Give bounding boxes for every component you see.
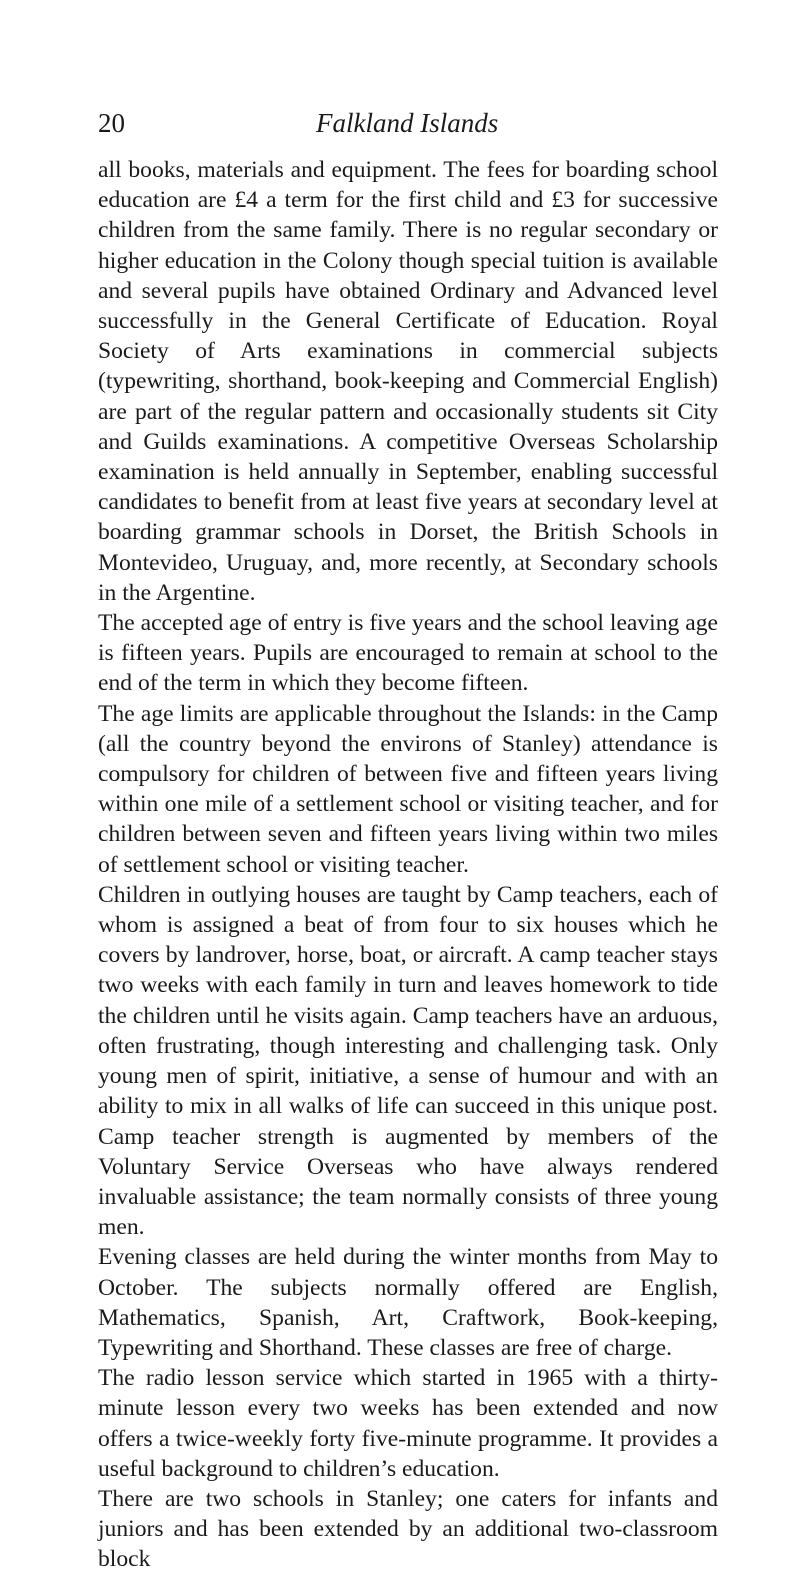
paragraph-age-limits: The age limits are applicable throughout the Islands: in the Camp (all the country beyond the environs of Stanley) attendance is compulsory for children of between five and fifteen years living within one mile of a settlement school or visiting teacher, and for children between seven and fifteen years living within two miles of settlement school or visiting teacher. [98, 700, 718, 878]
running-head [98, 103, 718, 143]
paragraph-radio-lessons: The radio lesson service which started in 1965 with a thirty-minute lesson every two weeks has been extended and now offers a twice-weekly forty five-minute programme. It provides a useful background to children’s education. [98, 1365, 718, 1482]
paragraph-evening-classes: Evening classes are held during the winter months from May to October. The subjects normally offered are English, Mathematics, Spanish, Art, Craftwork, Book-keeping, Typewriting and Shorthand. These classes are free of charge. [98, 1244, 718, 1361]
paragraph-camp-teachers: Children in outlying houses are taught by Camp teachers, each of whom is assigned a beat of from four to six houses which he covers by landrover, horse, boat, or aircraft. A camp teacher stays two weeks with each family in turn and leaves homework to tide the children until he visits again. Camp teachers have an arduous, often frustrating, though interesting and challenging task. Only young men of spirit, initiative, a sense of humour and with an ability to mix in all walks of life can succeed in this unique post. Camp teacher strength is augmented by members of the Voluntary Service Overseas who have always rendered invaluable assistance; the team normally consists of three young men. [98, 881, 718, 1241]
paragraph-age-of-entry: The accepted age of entry is five years and the school leaving age is fifteen years. Pupils are encouraged to remain at school to the end of the term in which they become fifteen. [98, 610, 718, 697]
header-title: Falkland Islands [316, 108, 499, 138]
paragraph-stanley-schools: There are two schools in Stanley; one caters for infants and juniors and has been extended by an additional two-classroom block [98, 1485, 718, 1573]
page-number: 20 [98, 108, 125, 138]
paragraph-education-fees: all books, materials and equipment. The fees for boarding school education are £4 a term for the first child and £3 for successive children from the same family. There is no regular secondary or higher education in the Colony though special tuition is available and several pupils have obtained Ordinary and Advanced level successfully in the General Certificate of Education. Royal Society of Arts examinations in commercial subjects (typewriting, shorthand, book-keeping and Commercial English) are part of the regular pattern and occasionally students sit City and Guilds examinations. A competitive Overseas Scholarship examination is held annually in September, enabling successful candidates to benefit from at least five years at secondary level at boarding grammar schools in Dorset, the British Schools in Montevideo, Uruguay, and, more recently, at Secondary schools in the Argentine. [98, 157, 718, 606]
